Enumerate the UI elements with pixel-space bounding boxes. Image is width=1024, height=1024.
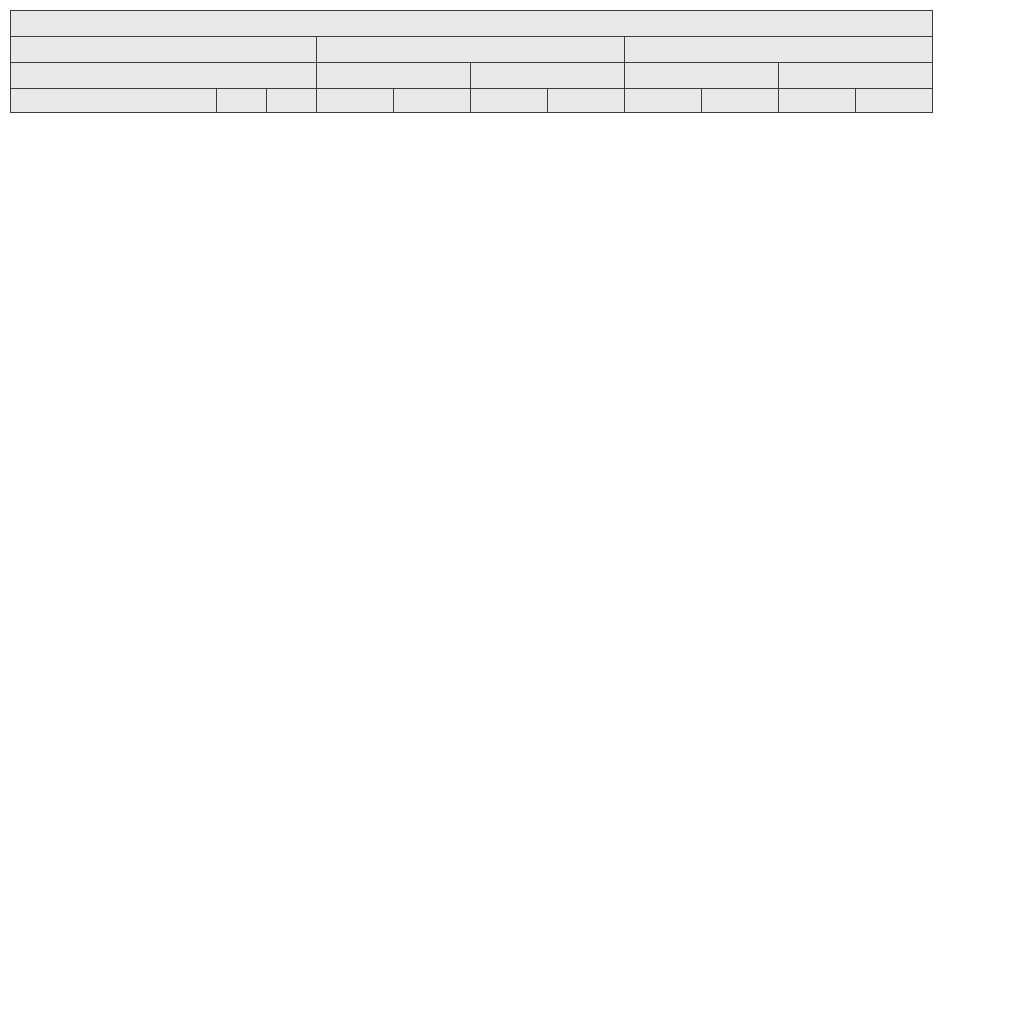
col-header-oblique <box>471 89 548 113</box>
group-header-stddev <box>625 37 933 63</box>
stats-table <box>10 10 933 113</box>
colorbar-gradient <box>951 33 970 373</box>
col-header-id <box>217 89 267 113</box>
mode-header-high-std <box>779 63 933 89</box>
column-header-row <box>11 89 933 113</box>
mode-header-low-std <box>625 63 779 89</box>
col-header-city <box>11 89 217 113</box>
title-row <box>11 11 933 37</box>
mode-header-row <box>11 63 933 89</box>
col-header-oblique <box>779 89 856 113</box>
radar-site-info-header <box>11 63 317 89</box>
group-header-row <box>11 37 933 63</box>
col-header-oblique <box>625 89 702 113</box>
col-header-oblique <box>548 89 625 113</box>
date-range <box>11 37 317 63</box>
col-header-oblique <box>702 89 779 113</box>
col-header-oblique <box>394 89 471 113</box>
col-header-oblique <box>856 89 933 113</box>
col-header-oblique <box>317 89 394 113</box>
mode-header-high-avg <box>471 63 625 89</box>
table-title <box>11 11 933 37</box>
group-header-average <box>317 37 625 63</box>
mode-header-low-avg <box>317 63 471 89</box>
col-header-freq <box>267 89 317 113</box>
